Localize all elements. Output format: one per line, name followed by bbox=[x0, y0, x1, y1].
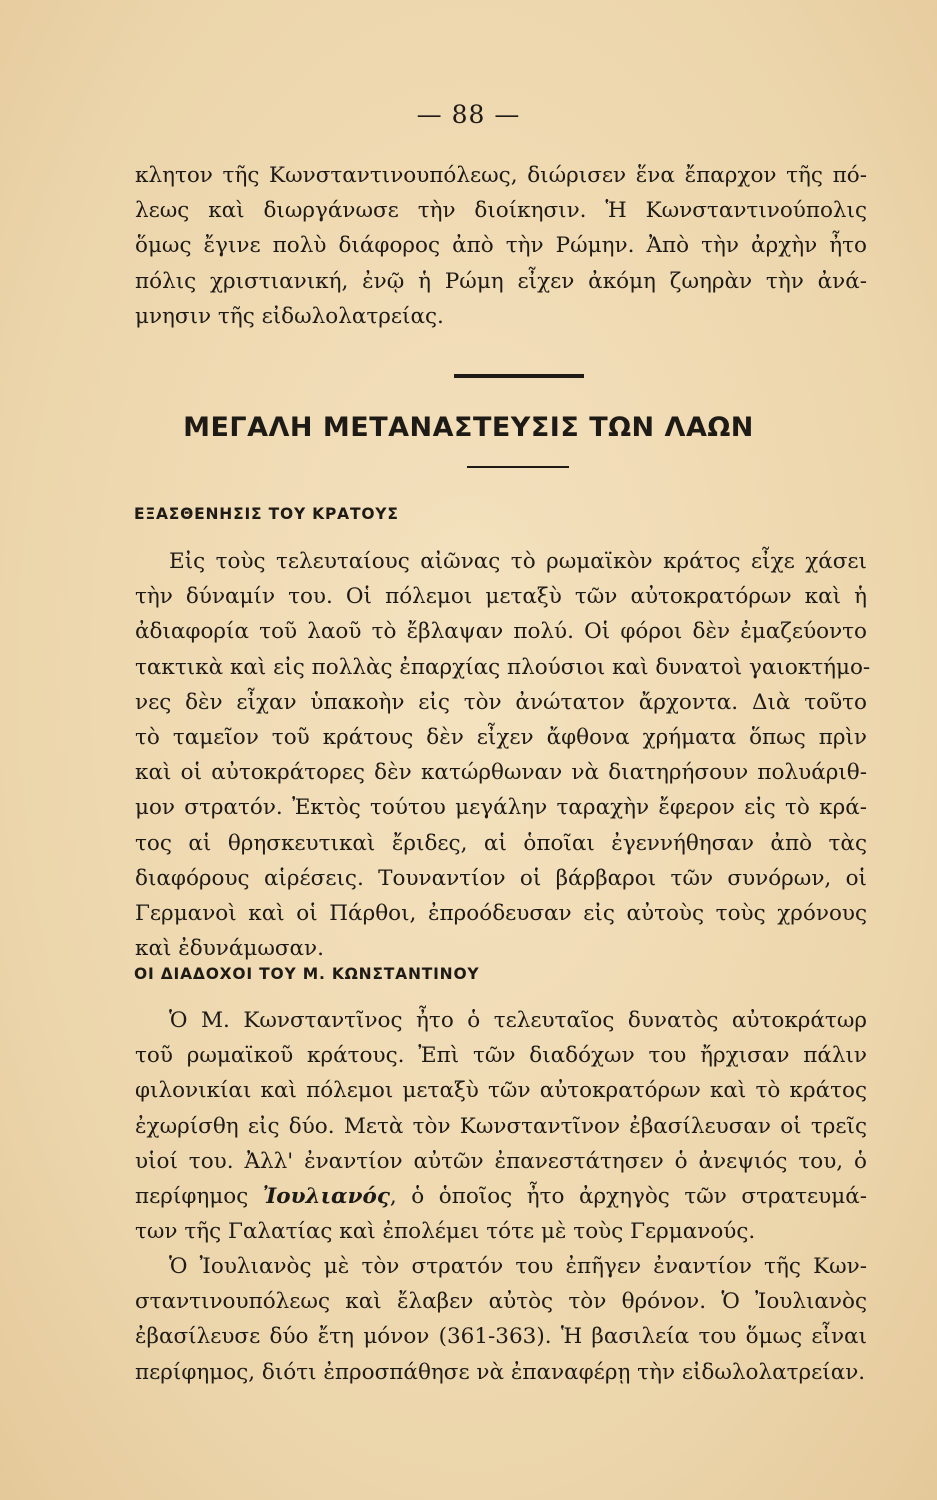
text-line: κλητον τῆς Κωνσταντινουπόλεως, διώρισεν ἕνα ἔπαρχον τῆς πό- bbox=[135, 163, 867, 188]
text-fragment: περίφημος bbox=[135, 1184, 263, 1210]
text-line: ἐβασίλευσε δύο ἔτη μόνον (361-363). Ἡ βασιλεία του ὅμως εἶναι bbox=[135, 1324, 867, 1350]
section-title-weakening: ΕΞΑΣΘΕΝΗΣΙΣ ΤΟΥ ΚΡΑΤΟΥΣ bbox=[134, 505, 399, 523]
emphasized-name: Ἰουλιανός bbox=[262, 1184, 390, 1210]
text-line: λεως καὶ διωργάνωσε τὴν διοίκησιν. Ἡ Κωνσταντινούπολις bbox=[135, 198, 867, 224]
chapter-heading: ΜΕΓΑΛΗ ΜΕΤΑΝΑΣΤΕΥΣΙΣ ΤΩΝ ΛΑΩΝ bbox=[183, 412, 754, 443]
heading-rule-top bbox=[454, 374, 584, 378]
text-line: τακτικὰ καὶ εἰς πολλὰς ἐπαρχίας πλούσιοι καὶ δυνατοὶ γαιοκτήμο- bbox=[135, 654, 871, 680]
section-title-successors: ΟΙ ΔΙΑΔΟΧΟΙ ΤΟΥ Μ. ΚΩΝΣΤΑΝΤΙΝΟΥ bbox=[134, 965, 480, 983]
text-fragment: , ὁ ὁποῖος ἦτο ἀρχηγὸς τῶν στρατευμά- bbox=[389, 1184, 867, 1210]
heading-rule-bottom bbox=[467, 466, 569, 468]
text-line: διαφόρους αἱρέσεις. Τουναντίον οἱ βάρβαροι τῶν συνόρων, οἱ bbox=[135, 865, 867, 891]
page-number: — 88 — bbox=[416, 100, 521, 129]
text-line: Ὁ Ἰουλιανὸς μὲ τὸν στρατόν του ἐπῆγεν ἐναντίον τῆς Κων- bbox=[169, 1254, 867, 1279]
text-line: πόλις χριστιανική, ἐνῷ ἡ Ρώμη εἶχεν ἀκόμη ζωηρὰν τὴν ἀνά- bbox=[135, 268, 867, 294]
text-line: σταντινουπόλεως καὶ ἔλαβεν αὐτὸς τὸν θρόνον. Ὁ Ἰουλιανὸς bbox=[135, 1289, 867, 1315]
section2-paragraph-2 bbox=[135, 1249, 867, 1390]
text-line: τὴν δύναμίν του. Οἱ πόλεμοι μεταξὺ τῶν αὐτοκρατόρων καὶ ἡ bbox=[135, 584, 867, 610]
text-line: τὸ ταμεῖον τοῦ κράτους δὲν εἶχεν ἄφθονα χρήματα ὅπως πρὶν bbox=[135, 725, 867, 751]
text-line: ὅμως ἔγινε πολὺ διάφορος ἀπὸ τὴν Ρώμην. Ἀπὸ τὴν ἀρχὴν ἦτο bbox=[135, 233, 867, 259]
text-line: τος αἱ θρησκευτικαὶ ἔριδες, αἱ ὁποῖαι ἐγεννήθησαν ἀπὸ τὰς bbox=[135, 830, 867, 856]
text-line-with-name bbox=[135, 1179, 867, 1214]
text-line: νες δὲν εἶχαν ὑπακοὴν εἰς τὸν ἀνώτατον ἄρχοντα. Διὰ τοῦτο bbox=[135, 689, 867, 715]
text-line: μον στρατόν. Ἐκτὸς τούτου μεγάλην ταραχὴν ἔφερον εἰς τὸ κρά- bbox=[135, 795, 867, 821]
text-line: φιλονικίαι καὶ πόλεμοι μεταξὺ τῶν αὐτοκρατόρων καὶ τὸ κράτος bbox=[135, 1078, 867, 1104]
text-line: ἐχωρίσθη εἰς δύο. Μετὰ τὸν Κωνσταντῖνον ἐβασίλευσαν οἱ τρεῖς bbox=[135, 1113, 867, 1139]
text-line: υἱοί του. Ἀλλ' ἐναντίον αὐτῶν ἐπανεστάτησεν ὁ ἀνεψιός του, ὁ bbox=[135, 1148, 867, 1174]
text-line: των τῆς Γαλατίας καὶ ἐπολέμει τότε μὲ τοὺς Γερμανούς. bbox=[135, 1219, 756, 1245]
intro-paragraph bbox=[135, 158, 867, 334]
section2-paragraph-1 bbox=[135, 1003, 867, 1249]
text-line: ἀδιαφορία τοῦ λαοῦ τὸ ἔβλαψαν πολύ. Οἱ φόροι δὲν ἐμαζεύοντο bbox=[135, 619, 867, 645]
text-line: Ὁ Μ. Κωνσταντῖνος ἦτο ὁ τελευταῖος δυνατὸς αὐτοκράτωρ bbox=[169, 1008, 867, 1033]
text-line: περίφημος, διότι ἐπροσπάθησε νὰ ἐπαναφέρῃ τὴν εἰδωλολατρείαν. bbox=[135, 1359, 866, 1385]
text-line: Εἰς τοὺς τελευταίους αἰῶνας τὸ ρωμαϊκὸν κράτος εἶχε χάσει bbox=[169, 549, 867, 574]
text-line: μνησιν τῆς εἰδωλολατρείας. bbox=[135, 303, 444, 329]
section1-paragraph bbox=[135, 544, 871, 966]
text-line: Γερμανοὶ καὶ οἱ Πάρθοι, ἐπροόδευσαν εἰς αὐτοὺς τοὺς χρόνους bbox=[135, 901, 867, 927]
text-line: καὶ ἐδυνάμωσαν. bbox=[135, 936, 324, 962]
text-line: καὶ οἱ αὐτοκράτορες δὲν κατώρθωναν νὰ διατηρήσουν πολυάριθ- bbox=[135, 760, 867, 786]
text-line: τοῦ ρωμαϊκοῦ κράτους. Ἐπὶ τῶν διαδόχων του ἤρχισαν πάλιν bbox=[135, 1043, 867, 1069]
